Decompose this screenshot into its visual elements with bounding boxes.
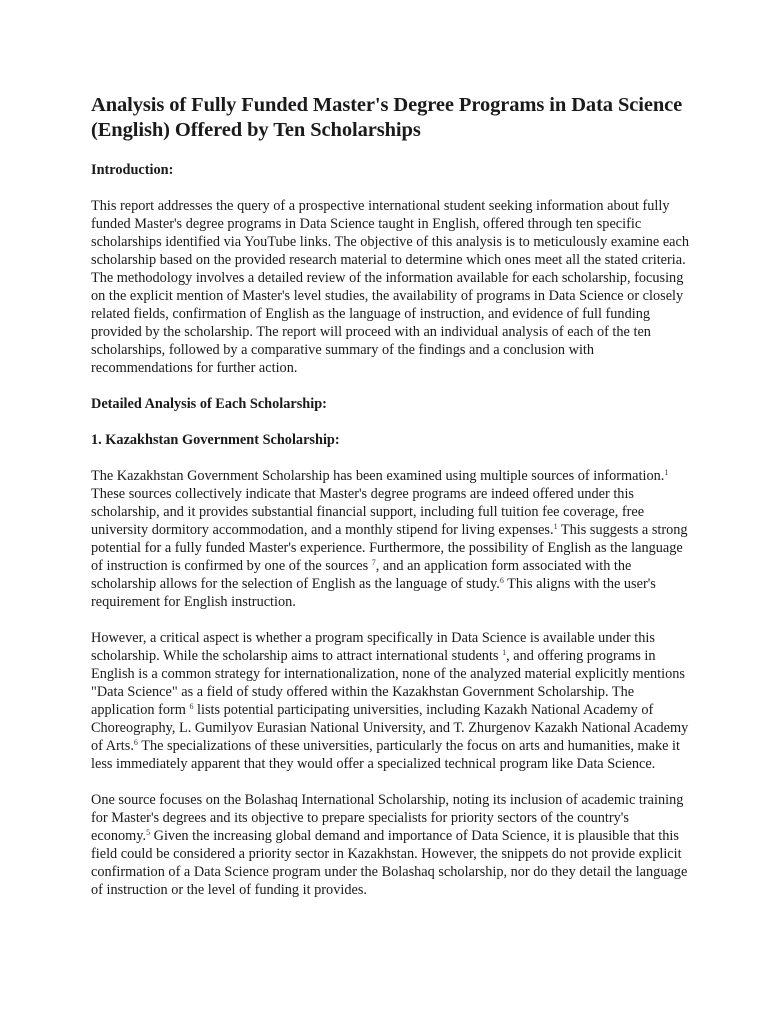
text-segment: These sources collectively indicate that Master's degree programs are indeed offered under this scholarship, and it provides substantial financial support, including full tuition fee coverage, free university dormitory accommodation, and a monthly stipend for living expenses. bbox=[91, 486, 645, 538]
document-page bbox=[91, 93, 691, 899]
text-segment: The specializations of these universities, particularly the focus on arts and humanities, make it less immediately apparent that they would offer a specialized technical program like Data Science. bbox=[91, 738, 680, 772]
text-segment: , and an application form associated with the scholarship allows for the selection of English as the language of study. bbox=[91, 558, 632, 592]
reference-marker: 1 bbox=[553, 522, 558, 531]
kazakhstan-paragraph-1 bbox=[91, 467, 691, 611]
reference-marker: 6 bbox=[499, 576, 504, 585]
text-segment: However, a critical aspect is whether a program specifically in Data Science is available under this scholarship. While the scholarship aims to attract international students bbox=[91, 630, 655, 664]
reference-marker: 5 bbox=[146, 828, 151, 837]
document-title: Analysis of Fully Funded Master's Degree Programs in Data Science (English) Offered by Ten Scholarships bbox=[91, 94, 683, 141]
text-segment: Given the increasing global demand and importance of Data Science, it is plausible that this field could be considered a priority sector in Kazakhstan. However, the snippets do not provide explicit confirmation of a Data Science program under the Bolashaq scholarship, nor do they detail the language of instruction or the level of funding it provides. bbox=[91, 828, 688, 898]
introduction-paragraph: This report addresses the query of a prospective international student seeking information about fully funded Master's degree programs in Data Science taught in English, offered through ten specific scholarships identified via YouTube links. The objective of this analysis is to meticulously examine each scholarship based on the provided research material to determine which ones meet all the stated criteria. The methodology involves a detailed review of the information available for each scholarship, focusing on the explicit mention of Master's level studies, the availability of programs in Data Science or closely related fields, confirmation of English as the language of instruction, and evidence of full funding provided by the scholarship. The report will proceed with an individual analysis of each of the ten scholarships, followed by a comparative summary of the findings and a conclusion with recommendations for further action. bbox=[91, 198, 690, 376]
reference-marker: 1 bbox=[664, 468, 669, 477]
reference-marker: 6 bbox=[189, 702, 194, 711]
text-segment: The Kazakhstan Government Scholarship has been examined using multiple sources of information. bbox=[91, 468, 665, 484]
reference-marker: 7 bbox=[371, 558, 376, 567]
kazakhstan-scholarship-heading: 1. Kazakhstan Government Scholarship: bbox=[91, 432, 340, 448]
introduction-heading: Introduction: bbox=[91, 162, 174, 178]
kazakhstan-paragraph-3 bbox=[91, 791, 691, 899]
reference-marker: 1 bbox=[502, 648, 507, 657]
detailed-analysis-heading: Detailed Analysis of Each Scholarship: bbox=[91, 396, 327, 412]
text-segment: This suggests a strong potential for a fully funded Master's experience. Furthermore, the possibility of English as the language of instruction is confirmed by one of the sources bbox=[91, 522, 688, 574]
text-segment: This aligns with the user's requirement for English instruction. bbox=[91, 576, 656, 610]
text-segment: lists potential participating universities, including Kazakh National Academy of Choreography, L. Gumilyov Eurasian National University, and T. Zhurgenov Kazakh National Academy of Arts. bbox=[91, 702, 689, 754]
kazakhstan-paragraph-2 bbox=[91, 629, 691, 773]
reference-marker: 6 bbox=[133, 738, 138, 747]
text-segment: , and offering programs in English is a common strategy for internationalization, none of the analyzed material explicitly mentions "Data Science" as a field of study offered within the Kazakhstan Government Scholarship. The application form bbox=[91, 648, 685, 718]
text-segment: One source focuses on the Bolashaq International Scholarship, noting its inclusion of academic training for Master's degrees and its objective to prepare specialists for priority sectors of the country's economy. bbox=[91, 792, 684, 844]
